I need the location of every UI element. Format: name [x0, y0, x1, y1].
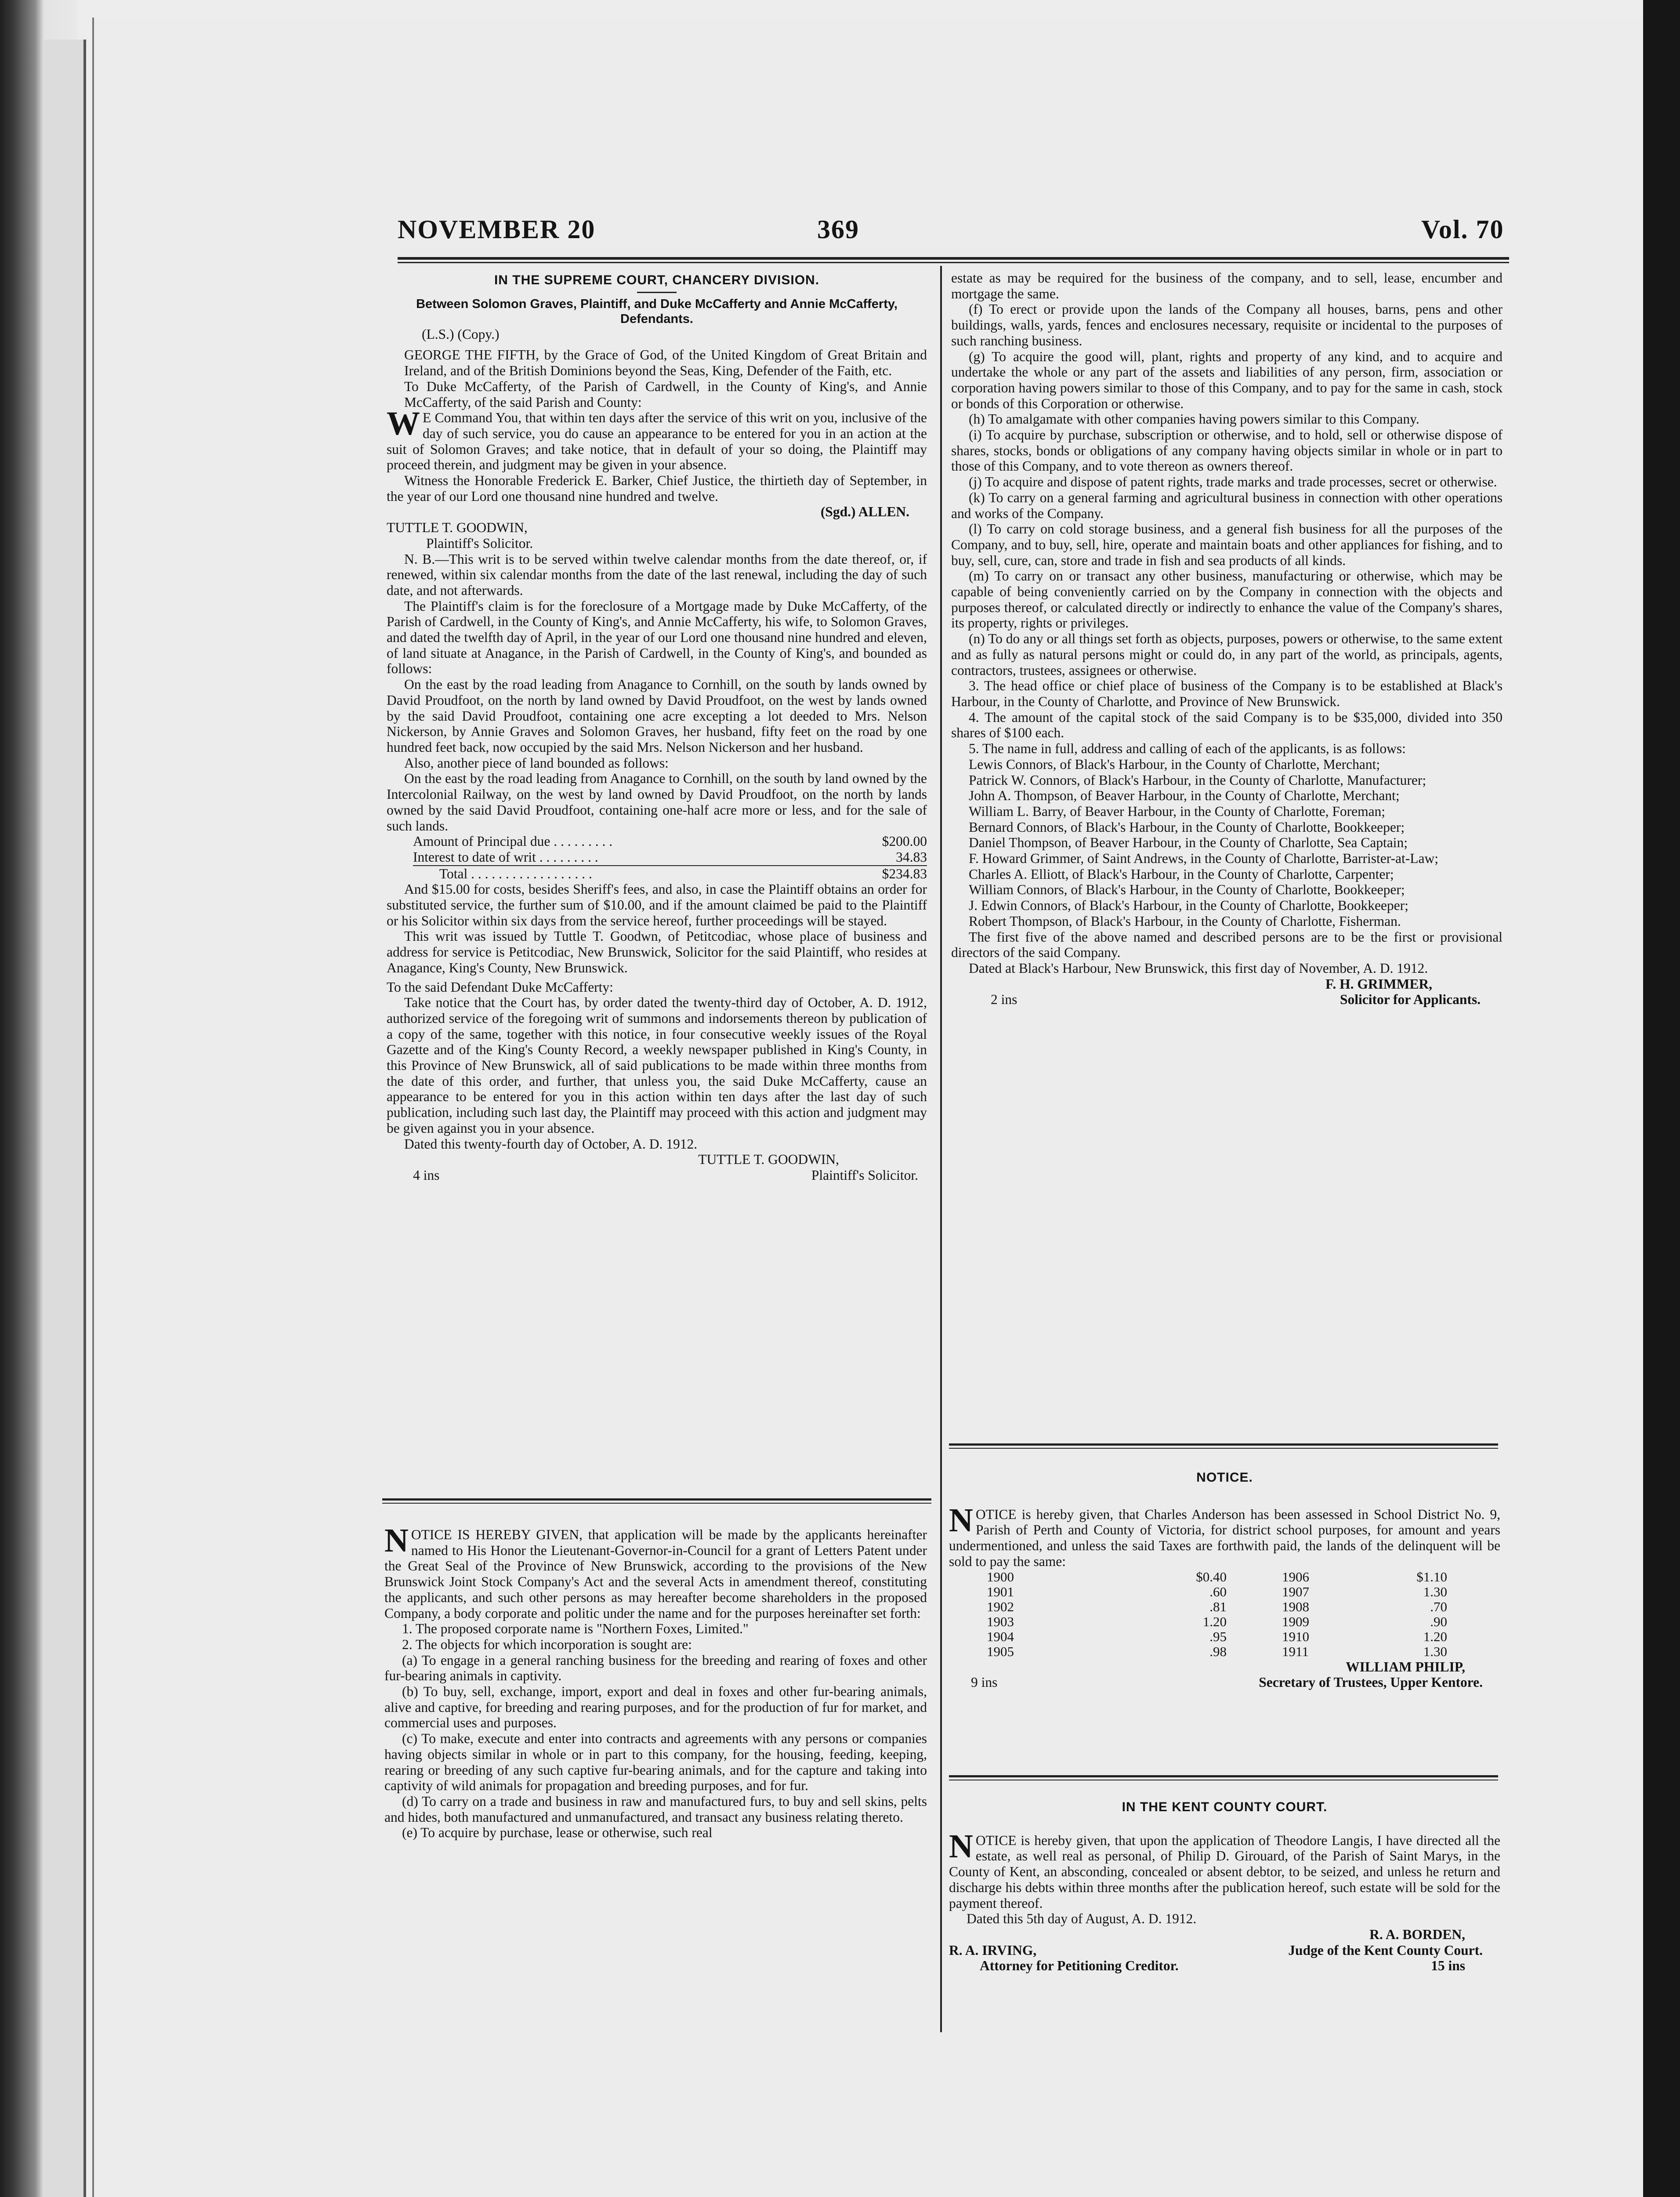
tax-year: 1902 [987, 1599, 1014, 1614]
applicant-item: Daniel Thompson, of Beaver Harbour, in the County of Charlotte, Sea Captain; [969, 835, 1408, 851]
tax-year: 1909 [1282, 1613, 1309, 1629]
solicitor-title: Plaintiff's Solicitor. [426, 535, 533, 551]
foxes-continuation [951, 270, 1503, 1008]
applicant-item: William Connors, of Black's Harbour, in the County of Charlotte, Bookkeeper; [969, 882, 1405, 898]
header-page-number: 369 [817, 215, 859, 244]
grimmer-title: Solicitor for Applicants. [1340, 992, 1481, 1008]
book-binding-edge [44, 40, 86, 2197]
land-east-1: On the east by the road leading from Anagance to Cornhill, on the south by lands owned by David Proudfoot, on the north by land owned by David Proudfoot, on the west by lands owned by the said David Proudfoot, containing one acre excepting a lot deeded to Mrs. Nelson Nickerson, by Annie Graves and Solomon Graves, her husband, fifty feet on the road by one hundred feet back, now occupied by the said Mrs. Nelson Nickerson and her husband. [387, 677, 927, 755]
notice-body: OTICE is hereby given, that Charles Anderson has been assessed in School District No. 9, Parish of Perth and County of Victoria, for district school purposes, for amount and years undermentioned, and unless the said Taxes are forthwith paid, the lands of the delinquent will be sold to pay the same: [949, 1506, 1500, 1569]
cont-text: estate as may be required for the business of the company, and to sell, lease, encumber and mortgage the same. [951, 270, 1503, 301]
obj-f: (f) To erect or provide upon the lands of the Company all houses, barns, pens and other buildings, walls, yards, fences and enclosures necessary, requisite or incidental to the purposes of such ranching business. [951, 301, 1503, 348]
tax-year: 1905 [987, 1643, 1014, 1659]
amount-table [387, 834, 927, 881]
dropcap-w: W [387, 405, 420, 442]
tax-table [984, 1570, 1450, 1659]
tax-amount: 1.20 [1202, 1613, 1227, 1629]
ins-count-4: 15 ins [1431, 1958, 1465, 1974]
obj-g: (g) To acquire the good will, plant, rights and property of any kind, and to acquire and undertake the whole or any part of the assets and liabilities of any person, firm, association or corporation having powers similar to those of this Company, and to pay for the same in cash, stock or bonds of this Corporation or otherwise. [951, 348, 1503, 411]
foxes-p1: 1. The proposed corporate name is "Northern Foxes, Limited." [402, 1621, 749, 1637]
dated-text: Dated this twenty-fourth day of October, A. D. 1912. [404, 1136, 698, 1152]
applicant-item: Lewis Connors, of Black's Harbour, in the County of Charlotte, Merchant; [969, 756, 1380, 772]
header-volume: Vol. 70 [1421, 215, 1504, 244]
philip-title: Secretary of Trustees, Upper Kentore. [1259, 1675, 1483, 1690]
para-3: 3. The head office or chief place of business of the Company is to be established at Black's Harbour, in the County of Charlotte, and Province of New Brunswick. [951, 678, 1503, 709]
tax-year: 1906 [1282, 1569, 1309, 1584]
land-east-2: On the east by the road leading from Anagance to Cornhill, on the south by land owned by the Intercolonial Railway, on the west by land owned by David Proudfoot, on the north by lands owned by the said David Proudfoot, containing one-half acre more or less, and for the sale of such lands. [387, 771, 927, 834]
first-five-text: The first five of the above named and described persons are to be the first or provisional directors of the said Company. [951, 929, 1503, 961]
scan-right-border [1643, 0, 1680, 2197]
irving-name: R. A. IRVING, [949, 1942, 1037, 1958]
tax-amount: .95 [1209, 1628, 1227, 1644]
notice-heading: NOTICE. [1196, 1470, 1253, 1485]
principal-value: $200.00 [882, 834, 927, 849]
ls-copy: (L.S.) (Copy.) [422, 326, 500, 342]
dropcap-n3: N [949, 1827, 973, 1865]
sign-title: Plaintiff's Solicitor. [811, 1167, 918, 1183]
judge-title: Judge of the Kent County Court. [1288, 1942, 1483, 1958]
foxes-b: (b) To buy, sell, exchange, import, export and deal in foxes and other fur-bearing animals, alive and captive, for breeding and rearing purposes, and for the production of fur for market, and commercial uses and purposes. [384, 1684, 927, 1731]
tax-year: 1903 [987, 1613, 1014, 1629]
ins-count-2: 2 ins [991, 992, 1017, 1008]
principal-label: Amount of Principal due . . . . . . . . . [413, 834, 613, 849]
kent-dated: Dated this 5th day of August, A. D. 1912. [967, 1911, 1197, 1927]
section-rule-col1-thin [382, 1503, 931, 1504]
attorney-title: Attorney for Petitioning Creditor. [980, 1958, 1179, 1974]
king-preamble: GEORGE THE FIFTH, by the Grace of God, of the United Kingdom of Great Britain and Ireland, and of the British Dominions beyond the Seas, King, Defender of the Faith, etc. [404, 347, 927, 379]
section-rule-col1 [382, 1498, 931, 1501]
obj-n: (n) To do any or all things set forth as objects, purposes, powers or otherwise, to the same extent and as fully as natural persons might or could do, in any part of the world, as principals, agents, contractors, trustees, assignees or otherwise. [951, 631, 1503, 678]
obj-k: (k) To carry on a general farming and agricultural business in connection with other operations and works of the Company. [951, 489, 1503, 521]
tax-row [984, 1599, 1450, 1614]
kent-county-notice [949, 1799, 1500, 1974]
tax-year: 1904 [987, 1628, 1014, 1644]
section-rule-col2-b [949, 1775, 1498, 1777]
tax-year: 1901 [987, 1584, 1014, 1599]
column-divider [940, 266, 942, 2032]
total-value: $234.83 [882, 866, 927, 881]
tax-row [984, 1614, 1450, 1629]
tax-amount: .60 [1209, 1584, 1227, 1599]
dropcap-n: N [384, 1522, 409, 1559]
tax-amount: .98 [1209, 1643, 1227, 1659]
nb-text: N. B.—This writ is to be served within twelve calendar months from the date thereof, or, if renewed, within six calendar months from the date of the last renewal, including the day of such date, and not afterwards. [387, 551, 927, 598]
tax-amount: .70 [1430, 1599, 1447, 1614]
tax-amount: .90 [1430, 1613, 1447, 1629]
applicant-item: William L. Barry, of Beaver Harbour, in the County of Charlotte, Foreman; [969, 803, 1386, 819]
tax-row [984, 1570, 1450, 1584]
obj-m: (m) To carry on or transact any other business, manufacturing or otherwise, which may be capable of being conveniently carried on by the Company in connection with the objects and purposes thereof, or calculated directly or indirectly to enhance the value of the Company's shares, its property, rights or privileges. [951, 568, 1503, 631]
solicitor-name: TUTTLE T. GOODWIN, [387, 520, 528, 536]
foxes-c: (c) To make, execute and enter into contracts and agreements with any persons or companies having objects similar in whole or in part to this company, for the housing, feeding, keeping, rearing or breeding of any such captive fur-bearing animals, and for the capture and taking into captivity of wild animals for propagation and breeding purposes, and for fur. [384, 1731, 927, 1794]
tax-amount: 1.30 [1423, 1584, 1447, 1599]
to-defendants: To Duke McCafferty, of the Parish of Cardwell, in the County of King's, and Annie McCafferty, of the said Parish and County: [404, 378, 927, 410]
philip-name: WILLIAM PHILIP, [1346, 1659, 1465, 1675]
costs-text: And $15.00 for costs, besides Sheriff's fees, and also, in case the Plaintiff obtains an order for substituted service, the further sum of $10.00, and if the amount claimed be paid to the Plaintiff or his Solicitor within six days from the service hereof, further proceedings will be stayed. [387, 881, 927, 928]
obj-i: (i) To acquire by purchase, subscription or otherwise, and to hold, sell or otherwise dispose of shares, stocks, bonds or obligations of any company having objects similar in whole or in part to those of this Company, and to vote thereon as owners thereof. [951, 427, 1503, 474]
take-notice-text: Take notice that the Court has, by order dated the twenty-third day of October, A. D. 1912, authorized service of the foregoing writ of summons and indorsements thereon by publication of a copy of the same, together with this notice, in four consecutive weekly issues of the Royal Gazette and of the King's County Record, a weekly newspaper published in King's County, in this Province of New Brunswick, all of said publications to be made within three months from the date of this order, and further, that unless you, the said Duke McCafferty, cause an appearance to be entered for you in this action within ten days after the last day of such publication, including such last day, the Plaintiff may proceed with this action and judgment may be given against you in your absence. [387, 995, 927, 1136]
applicant-item: Patrick W. Connors, of Black's Harbour, in the County of Charlotte, Manufacturer; [969, 772, 1427, 788]
foxes-d: (d) To carry on a trade and business in raw and manufactured furs, to buy and sell skins, pelts and hides, both manufactured and unmanufactured, and transact any business relating thereto. [384, 1793, 927, 1825]
school-tax-notice [949, 1470, 1500, 1690]
tax-year: 1908 [1282, 1599, 1309, 1614]
sign-name: TUTTLE T. GOODWIN, [698, 1152, 839, 1167]
tax-row [984, 1629, 1450, 1644]
supreme-court-notice [387, 272, 927, 1183]
kent-body: OTICE is hereby given, that upon the application of Theodore Langis, I have directed all the estate, as well real as personal, of Philip D. Girouard, of the Parish of Saint Marys, in the County of Kent, an absconding, concealed or absent debtor, to be seized, and unless he return and discharge his debts within three months after the publication hereof, such estate will be sold for the payment thereof. [949, 1832, 1500, 1911]
interest-label: Interest to date of writ . . . . . . . . . [413, 849, 598, 865]
tax-amount: 1.20 [1423, 1628, 1447, 1644]
kent-heading: IN THE KENT COUNTY COURT. [1122, 1800, 1328, 1814]
tax-year: 1900 [987, 1569, 1014, 1584]
tax-year: 1911 [1282, 1643, 1309, 1659]
header-rule [398, 257, 1509, 260]
northern-foxes-notice [384, 1522, 927, 1841]
tax-amount: 1.30 [1423, 1643, 1447, 1659]
ins-count: 4 ins [413, 1167, 440, 1183]
issued-text: This writ was issued by Tuttle T. Goodwn, of Petitcodiac, whose place of business and address for service is Petitcodiac, New Brunswick, Solicitor for the said Plaintiff, who resides at Anagance, King's County, New Brunswick. [387, 928, 927, 975]
header-rule-thin [398, 262, 1509, 263]
tax-row [984, 1584, 1450, 1599]
to-said-defendant: To the said Defendant Duke McCafferty: [387, 979, 613, 995]
obj-l: (l) To carry on cold storage business, and a general fish business for all the purposes of the Company, and to buy, sell, hire, operate and maintain boats and other appliances for fishing, and to buy, sell, cure, can, store and trade in fish and sea products of all kinds. [951, 521, 1503, 568]
command-text: E Command You, that within ten days after the service of this writ on you, inclusive of the day of such service, you do cause an appearance to be entered for you in an action at the suit of Solomon Graves; and take notice, that in default of your so doing, the Plaintiff may proceed therein, and judgment may be given in your absence. [387, 410, 927, 473]
para-4: 4. The amount of the capital stock of the said Company is to be $35,000, divided into 350 shares of $100 each. [951, 709, 1503, 741]
para-5: 5. The name in full, address and calling of each of the applicants, is as follows: [969, 741, 1406, 757]
total-label: Total . . . . . . . . . . . . . . . . . . [439, 866, 592, 881]
tax-year: 1910 [1282, 1628, 1309, 1644]
ins-count-3: 9 ins [971, 1675, 998, 1690]
applicant-item: F. Howard Grimmer, of Saint Andrews, in the County of Charlotte, Barrister-at-Law; [969, 851, 1438, 866]
applicant-item: John A. Thompson, of Beaver Harbour, in the County of Charlotte, Merchant; [969, 788, 1400, 804]
dropcap-n2: N [949, 1501, 973, 1539]
applicant-item: Charles A. Elliott, of Black's Harbour, in the County of Charlotte, Carpenter; [969, 866, 1394, 882]
tax-row [984, 1644, 1450, 1659]
tax-amount: $0.40 [1196, 1569, 1227, 1584]
applicant-item: Robert Thompson, of Black's Harbour, in the County of Charlotte, Fisherman. [969, 913, 1401, 929]
obj-h: (h) To amalgamate with other companies having powers similar to this Company. [969, 411, 1419, 427]
foxes-e: (e) To acquire by purchase, lease or otherwise, such real [402, 1825, 713, 1841]
applicant-item: Bernard Connors, of Black's Harbour, in the County of Charlotte, Bookkeeper; [969, 819, 1405, 835]
section-rule-col2-a [949, 1443, 1498, 1446]
tax-amount: $1.10 [1416, 1569, 1447, 1584]
foxes-intro: OTICE IS HEREBY GIVEN, that application will be made by the applicants hereinafter named to His Honor the Lieutenant-Governor-in-Council for a grant of Letters Patent under the Great Seal of the Province of New Brunswick, according to the provisions of the New Brunswick Joint Stock Company's Act and the several Acts in amendment thereof, constituting the applicants, and such other persons as may hereafter become shareholders in the proposed Company, a body corporate and politic under the name and for the purposes hereinafter set forth: [384, 1527, 927, 1621]
foxes-p2: 2. The objects for which incorporation is sought are: [402, 1636, 692, 1652]
interest-value: 34.83 [896, 849, 927, 865]
foxes-a: (a) To engage in a general ranching business for the breeding and rearing of foxes and other fur-bearing animals in captivity. [384, 1652, 927, 1684]
tax-amount: .81 [1209, 1599, 1227, 1614]
supreme-court-heading: IN THE SUPREME COURT, CHANCERY DIVISION. [494, 273, 820, 287]
parties-line: Between Solomon Graves, Plaintiff, and Duke McCafferty and Annie McCafferty, Defendants. [416, 297, 898, 326]
grimmer-name: F. H. GRIMMER, [1325, 976, 1432, 992]
also-text: Also, another piece of land bounded as follows: [404, 755, 669, 771]
section-rule-col2-a-thin [949, 1448, 1498, 1449]
witness-text: Witness the Honorable Frederick E. Barker, Chief Justice, the thirtieth day of September, in the year of our Lord one thousand nine hundred and twelve. [387, 473, 927, 504]
applicant-item: J. Edwin Connors, of Black's Harbour, in the County of Charlotte, Bookkeeper; [969, 898, 1408, 914]
tax-year: 1907 [1282, 1584, 1309, 1599]
header-date: NOVEMBER 20 [398, 215, 596, 244]
obj-j: (j) To acquire and dispose of patent rights, trade marks and trade processes, secret or otherwise. [969, 474, 1497, 490]
claim-text: The Plaintiff's claim is for the foreclosure of a Mortgage made by Duke McCafferty, of the Parish of Cardwell, in the County of King's, and Annie McCafferty, his wife, to Solomon Graves, and dated the twelfth day of April, in the year of our Lord one thousand nine hundred and eleven, of land situate at Anagance, in the Parish of Cardwell, in the County of King's, and bounded as follows: [387, 598, 927, 677]
short-rule [637, 292, 677, 293]
dated-blacks-harbour: Dated at Black's Harbour, New Brunswick, this first day of November, A. D. 1912. [969, 960, 1428, 976]
borden-name: R. A. BORDEN, [1369, 1926, 1465, 1942]
sgd-allen: (Sgd.) ALLEN. [820, 504, 909, 520]
